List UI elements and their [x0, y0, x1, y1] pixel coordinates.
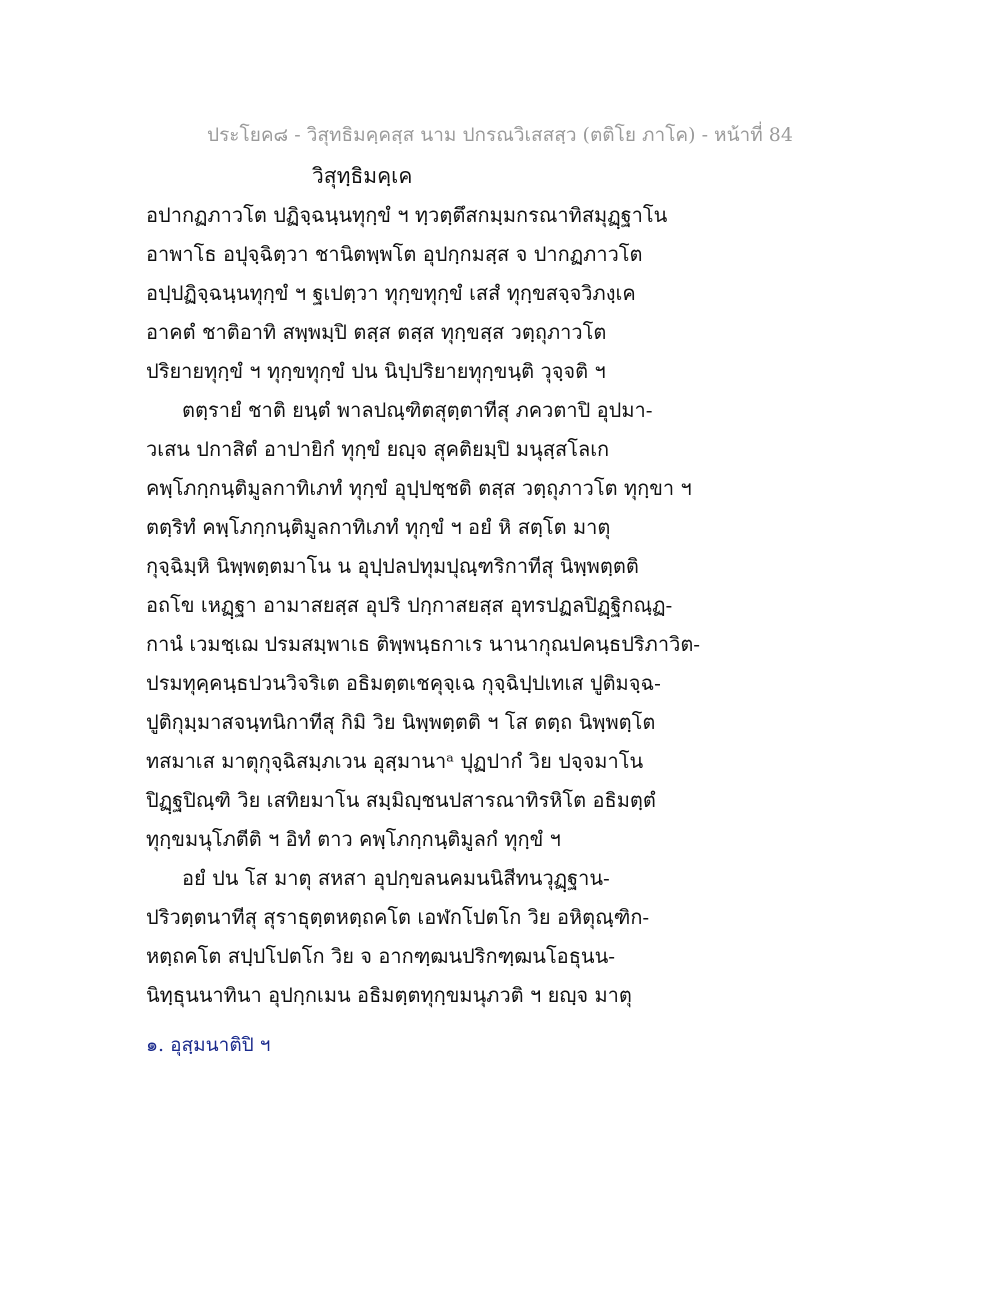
- section-title: วิสุทฺธิมคฺเค: [312, 164, 413, 188]
- footnote: ๑. อุสฺมนาติปิ ฯ: [146, 1034, 271, 1056]
- text-line: ปูติกุมฺมาสจนฺทนิกาทีสุ กิมิ วิย นิพฺพตฺตติ ฯ โส ตตฺถ นิพฺพตฺโต: [146, 710, 656, 734]
- text-line: ทสมาเส มาตุกุจฺฉิสมฺภเวน อุสฺมานาᵃ ปุฏปากํ วิย ปจฺจมาโน: [146, 749, 644, 773]
- text-line: ตตฺรายํ ชาติ ยนฺตํ พาลปณฺฑิตสุตฺตาทีสุ ภควตาปิ อุปมา-: [182, 398, 653, 422]
- text-line: คพฺโภกฺกนฺติมูลกาทิเภทํ ทุกฺขํ อุปฺปชฺชติ ตสฺส วตฺถุภาวโต ทุกฺขา ฯ: [146, 476, 692, 500]
- body-text: [146, 196, 706, 1015]
- text-line: ปริวตฺตนาทีสุ สุราธุตฺตหตฺถคโต เอฬกโปตโก วิย อหิตุณฺฑิก-: [146, 905, 650, 929]
- text-line: ทุกฺขมนุโภตีติ ฯ อิทํ ตาว คพฺโภกฺกนฺติมูลกํ ทุกฺขํ ฯ: [146, 827, 561, 851]
- text-line: อาพาโธ อปุจฺฉิตฺวา ชานิตพฺพโต อุปกฺกมสฺส จ ปากฏภาวโต: [146, 242, 643, 266]
- text-line: นิทฺธุนนาทินา อุปกฺกเมน อธิมตฺตทุกฺขมนุภวติ ฯ ยญฺจ มาตุ: [146, 983, 632, 1007]
- text-line: วเสน ปกาสิตํ อาปายิกํ ทุกฺขํ ยญฺจ สุคติยมฺปิ มนุสฺสโลเก: [146, 437, 610, 461]
- text-line: ตตฺริทํ คพฺโภกฺกนฺติมูลกาทิเภทํ ทุกฺขํ ฯ อยํ หิ สตฺโต มาตุ: [146, 515, 611, 539]
- text-line: อปฺปฏิจฺฉนฺนทุกฺขํ ฯ ฐเปตฺวา ทุกฺขทุกฺขํ เสสํ ทุกฺขสจฺจวิภงฺเค: [146, 281, 636, 305]
- text-line: อถโข เหฏฺฐา อามาสยสฺส อุปริ ปกฺกาสยสฺส อุทรปฏลปิฏฺฐิกณฺฏ-: [146, 593, 673, 617]
- running-header: ประโยค๘ - วิสุทธิมคฺคสฺส นาม ปกรณวิเสสสฺว (ตติโย ภาโค) - หน้าที่ 84: [207, 124, 793, 146]
- text-line: กุจฺฉิมฺหิ นิพฺพตฺตมาโน น อุปฺปลปทุมปุณฺฑริกาทีสุ นิพฺพตฺตติ: [146, 554, 639, 578]
- text-line: อปากฏภาวโต ปฏิจฺฉนฺนทุกฺขํ ฯ ทฺวตฺตึสกมฺมกรณาทิสมุฏฺฐาโน: [146, 203, 668, 227]
- text-line: หตฺถคโต สปฺปโปตโก วิย จ อากฑฺฒนปริกฑฺฒนโอธุนน-: [146, 944, 616, 968]
- text-line: กานํ เวมชฺเฌ ปรมสมฺพาเธ ติพฺพนฺธกาเร นานากุณปคนฺธปริภาวิต-: [146, 632, 701, 656]
- text-line: อาคตํ ชาติอาทิ สพฺพมฺปิ ตสฺส ตสฺส ทุกฺขสฺส วตฺถุภาวโต: [146, 320, 607, 344]
- text-line: ปริยายทุกฺขํ ฯ ทุกฺขทุกฺขํ ปน นิปฺปริยายทุกฺขนฺติ วุจฺจติ ฯ: [146, 359, 606, 383]
- text-line: อยํ ปน โส มาตุ สหสา อุปกฺขลนคมนนิสีทนวุฏฺฐาน-: [182, 866, 610, 890]
- text-line: ปรมทุคฺคนฺธปวนวิจริเต อธิมตฺตเชคุจฺเฉ กุจฺฉิปฺปเทเส ปูติมจฺฉ-: [146, 671, 661, 695]
- text-line: ปิฏฺฐปิณฺฑิ วิย เสทิยมาโน สมฺมิญฺชนปสารณาทิรหิโต อธิมตฺตํ: [146, 788, 656, 812]
